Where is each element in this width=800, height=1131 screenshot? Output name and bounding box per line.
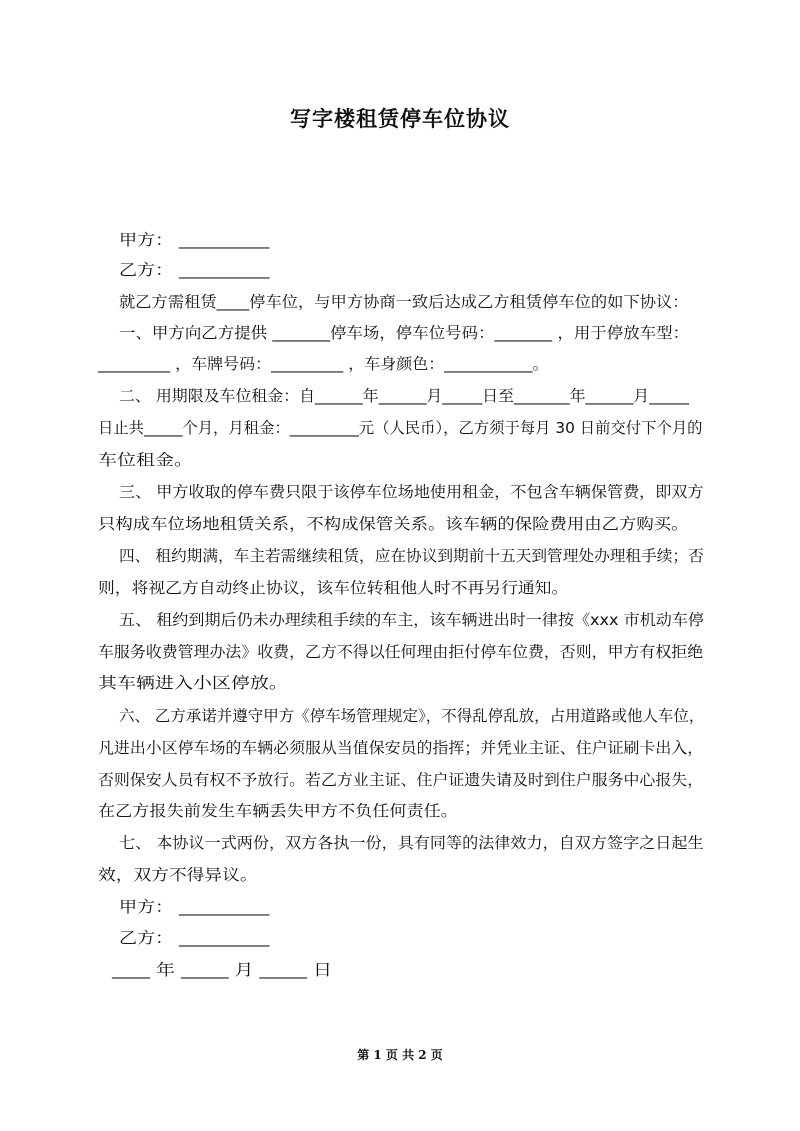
clause-5-line-2: 车服务收费管理办法》收费，乙方不得以任何理由拒付停车位费，否则，甲方有权拒绝 [98,643,704,661]
clause-6-line-3: 否则保安人员有权不予放行。若乙方业主证、住户证遗失请及时到住户服务中心报失， [98,771,704,789]
signature-party-b: 乙方： __________ [119,929,270,947]
page-footer: 第 1 页 共 2 页 [357,1048,443,1062]
signature-date: ____ 年 _____ 月 _____ 日 [112,961,333,979]
clause-1-line-2: _________ ，车牌号码：_________ ，车身颜色：___________。 [98,355,549,373]
clause-7-line-1: 七、 本协议一式两份，双方各执一份，具有同等的法律效力，自双方签字之日起生 [119,834,704,852]
page-title: 写字楼租赁停车位协议 [290,107,510,131]
clause-2-line-2: 日止共_____个月，月租金：_________元（人民币），乙方须于每月 30 日前交付下个月的 [98,419,703,437]
party-a-line: 甲方： __________ [119,231,270,249]
clause-2-line-1: 二、 用期限及车位租金：自______年______月_____日至_______年______月_____ [119,387,689,405]
clause-4-line-2: 则，将视乙方自动终止协议，该车位转租他人时不再另行通知。 [98,579,569,597]
clause-1-line-1: 一、甲方向乙方提供 _______停车场，停车位号码：_______ ，用于停放车型： [119,324,690,342]
clause-7-line-2: 效，双方不得异议。 [98,866,258,884]
clause-3-line-1: 三、 甲方收取的停车费只限于该停车位场地使用租金，不包含车辆保管费，即双方 [119,483,704,501]
clause-3-line-2: 只构成车位场地租赁关系，不构成保管关系。该车辆的保险费用由乙方购买。 [98,515,689,533]
clause-5-line-1: 五、 租约到期后仍未办理续租手续的车主，该车辆进出时一律按《xxx 市机动车停 [119,611,704,629]
clause-6-line-1: 六、 乙方承诺并遵守甲方《停车场管理规定》，不得乱停乱放，占用道路或他人车位， [119,707,705,725]
clause-6-line-2: 凡进出小区停车场的车辆必须服从当值保安员的指挥；并凭业主证、住户证刷卡出入， [98,739,704,757]
clause-5-line-3: 其车辆进入小区停放。 [98,674,288,692]
signature-party-a: 甲方： __________ [119,898,270,916]
clause-2-line-3: 车位租金。 [98,451,193,469]
intro-line: 就乙方需租赁____停车位，与甲方协商一致后达成乙方租赁停车位的如下协议： [119,293,689,311]
clause-4-line-1: 四、 租约期满，车主若需继续租赁，应在协议到期前十五天到管理处办理租手续；否 [119,547,704,565]
clause-6-line-4: 在乙方报失前发生车辆丢失甲方不负任何责任。 [98,802,458,820]
party-b-line: 乙方： __________ [119,261,270,279]
